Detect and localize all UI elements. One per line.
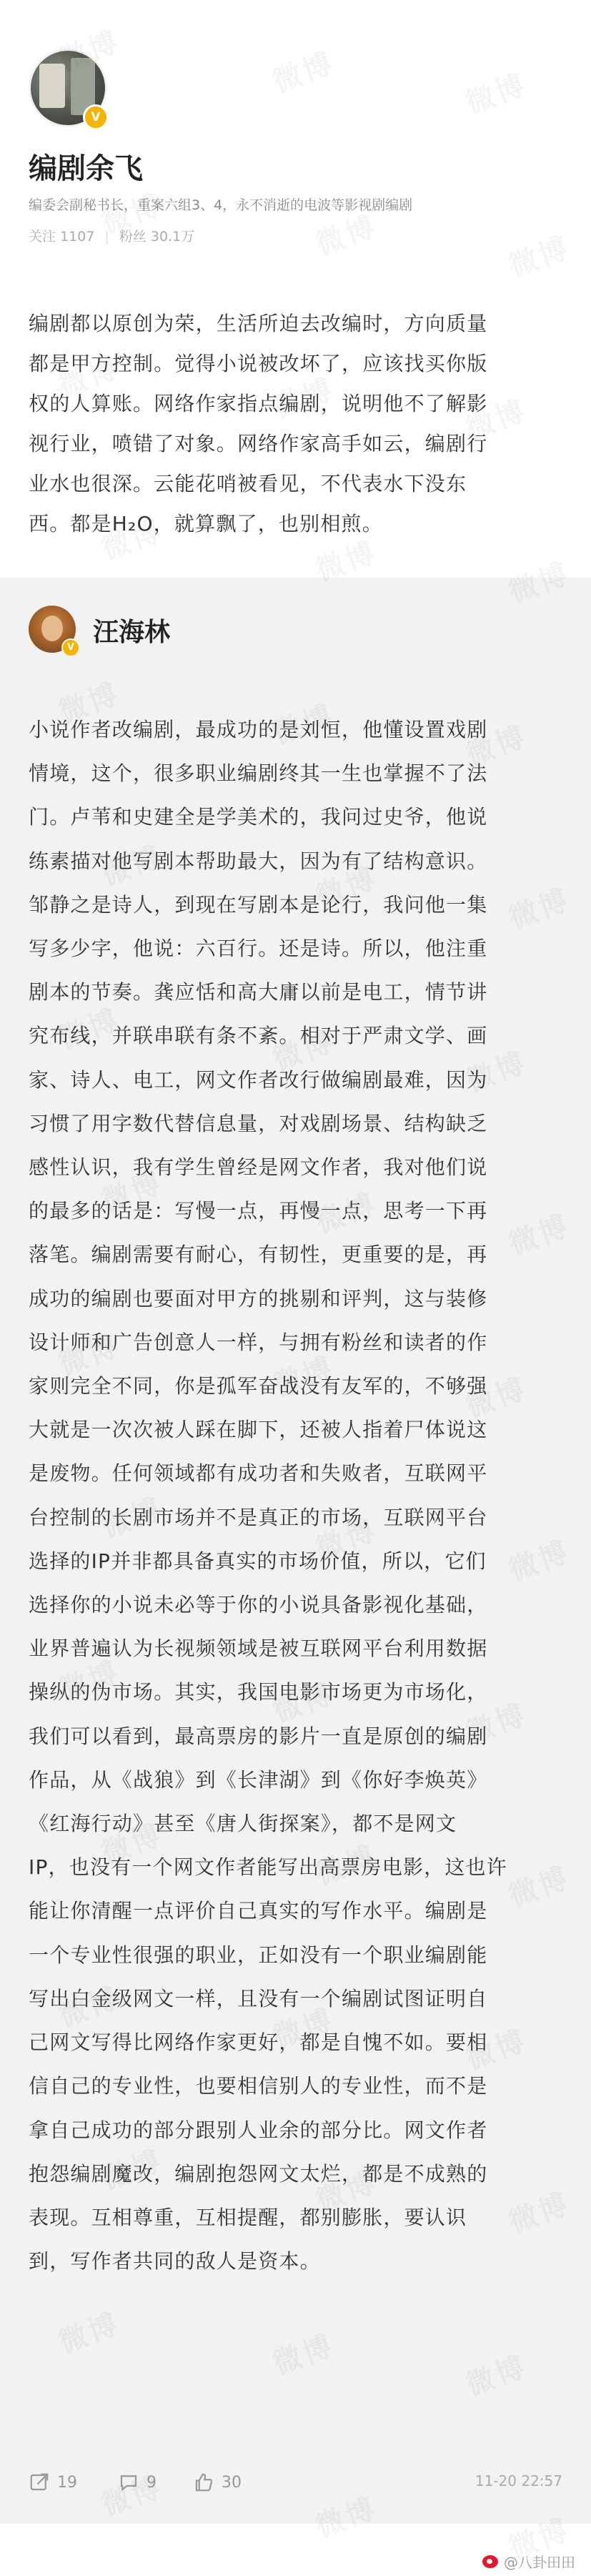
main-post-line: 权的人算账。网络作家指点编剧，说明他不了解影	[29, 392, 488, 415]
comment-line: 设计师和广告创意人一样，与拥有粉丝和读者的作	[29, 1330, 488, 1354]
comment-line: 究布线，并联串联有条不紊。相对于严肃文学、画	[29, 1024, 488, 1048]
comment-line: 信自己的专业性，也要相信别人的专业性，而不是	[29, 2074, 488, 2098]
comment-line: 练素描对他写剧本帮助最大，因为有了结构意识。	[29, 849, 488, 873]
avatar-shape	[39, 64, 65, 108]
fans-count[interactable]: 粉丝 30.1万	[119, 229, 195, 245]
comment-line: 的最多的话是：写慢一点，再慢一点，思考一下再	[29, 1199, 488, 1223]
verified-badge-icon: V	[83, 104, 109, 130]
comment-line: 操纵的伪市场。其实，我国电影市场更为市场化，	[29, 1680, 488, 1704]
comment-line: 到，写作者共同的敌人是资本。	[29, 2249, 321, 2274]
repost-count: 19	[57, 2473, 77, 2492]
comment-line: 选择你的小说未必等于你的小说具备影视化基础，	[29, 1593, 488, 1617]
comment-line: 邹静之是诗人，到现在写剧本是论行，我问他一集	[29, 892, 488, 917]
comment-line: 台控制的长剧市场并不是真正的市场，互联网平台	[29, 1505, 488, 1529]
comment-line: IP，也没有一个网文作者能写出高票房电影，这也许	[29, 1855, 507, 1880]
comment-line: 落笔。编剧需要有耐心，有韧性，更重要的是，再	[29, 1243, 488, 1267]
author-stats	[29, 226, 194, 245]
comment-line: 感性认识，我有学生曾经是网文作者，我对他们说	[29, 1155, 488, 1180]
profile-header	[0, 0, 591, 272]
comment-line: 大就是一次次被人踩在脚下，还被人指着尸体说这	[29, 1418, 488, 1442]
main-post-line: 编剧都以原创为荣，生活所迫去改编时，方向质量	[29, 312, 488, 335]
repost-button[interactable]	[29, 2469, 77, 2495]
verified-badge-icon: V	[61, 638, 80, 657]
comment-line: 作品，从《战狼》到《长津湖》到《你好李焕英》	[29, 1767, 488, 1792]
like-icon	[193, 2472, 214, 2493]
comment-line: 抱怨编剧魔改，编剧抱怨网文太烂，都是不成熟的	[29, 2161, 488, 2186]
like-button[interactable]	[193, 2469, 242, 2495]
comment-line: 剧本的节奏。龚应恬和高大庸以前是电工，情节讲	[29, 980, 488, 1005]
author-description: 编委会副秘书长，重案六组3、4，永不消逝的电波等影视剧编剧	[29, 197, 413, 213]
comment-line: 《红海行动》甚至《唐人街探案》，都不是网文	[29, 1812, 457, 1836]
comment-line: 写出白金级网文一样，且没有一个编剧试图证明自	[29, 1986, 488, 2010]
comment-text	[29, 708, 565, 2283]
source-label: @八卦田田	[504, 2554, 575, 2571]
comment-line: 拿自己成功的部分跟别人业余的部分比。网文作者	[29, 2118, 488, 2142]
action-bar	[0, 2459, 591, 2507]
comment-line: 我们可以看到，最高票房的影片一直是原创的编剧	[29, 1724, 488, 1748]
comment-line: 门。卢苇和史建全是学美术的，我问过史爷，他说	[29, 805, 488, 829]
comment-line: 是废物。任何领域都有成功者和失败者，互联网平	[29, 1461, 488, 1486]
main-post-line: 视行业，喷错了对象。网络作家高手如云，编剧行	[29, 432, 488, 455]
comment-line: 小说作者改编剧，最成功的是刘恒，他懂设置戏剧	[29, 718, 488, 741]
avatar-face	[41, 616, 63, 641]
comment-line: 选择的IP并非都具备真实的市场价值，所以，它们	[29, 1549, 487, 1573]
stats-divider: |	[104, 229, 109, 245]
post-timestamp: 11-20 22:57	[475, 2472, 562, 2489]
comment-button[interactable]	[118, 2469, 157, 2495]
comment-line: 家则完全不同，你是孤军奋战没有友军的，不够强	[29, 1374, 488, 1398]
like-count: 30	[222, 2473, 242, 2492]
main-post-line: 业水也很深。云能花哨被看见，不代表水下没东	[29, 472, 467, 495]
source-watermark	[482, 2551, 575, 2572]
comment-icon	[118, 2472, 139, 2493]
comment-line: 一个专业性很强的职业，正如没有一个职业编剧能	[29, 1943, 488, 1967]
repost-icon	[29, 2472, 50, 2493]
comment-line: 表现。互相尊重，互相提醒，都别膨胀，要认识	[29, 2205, 467, 2229]
main-post-text	[29, 304, 565, 544]
comment-line: 写多少字，他说：六百行。还是诗。所以，他注重	[29, 937, 488, 961]
comment-line: 能让你清醒一点评价自己真实的写作水平。编剧是	[29, 1899, 488, 1923]
comment-line: 情境，这个，很多职业编剧终其一生也掌握不了法	[29, 761, 488, 786]
main-post-line: 西。都是H₂O，就算飘了，也别相煎。	[29, 512, 383, 536]
commenter-name[interactable]: 汪海林	[93, 618, 171, 647]
author-name[interactable]: 编剧余飞	[29, 152, 143, 185]
comment-line: 家、诗人、电工，网文作者改行做编剧最难，因为	[29, 1067, 488, 1092]
comment-line: 习惯了用字数代替信息量，对戏剧场景、结构缺乏	[29, 1111, 488, 1135]
weibo-logo-icon	[482, 2555, 498, 2568]
comment-count: 9	[146, 2473, 157, 2492]
comment-line: 己网文写得比网络作家更好，都是自愧不如。要相	[29, 2030, 488, 2055]
comment-line: 成功的编剧也要面对甲方的挑剔和评判，这与装修	[29, 1286, 488, 1311]
main-post-line: 都是甲方控制。觉得小说被改坏了，应该找买你版	[29, 352, 488, 375]
comment-line: 业界普遍认为长视频领域是被互联网平台利用数据	[29, 1637, 488, 1661]
follow-count[interactable]: 关注 1107	[29, 229, 95, 245]
